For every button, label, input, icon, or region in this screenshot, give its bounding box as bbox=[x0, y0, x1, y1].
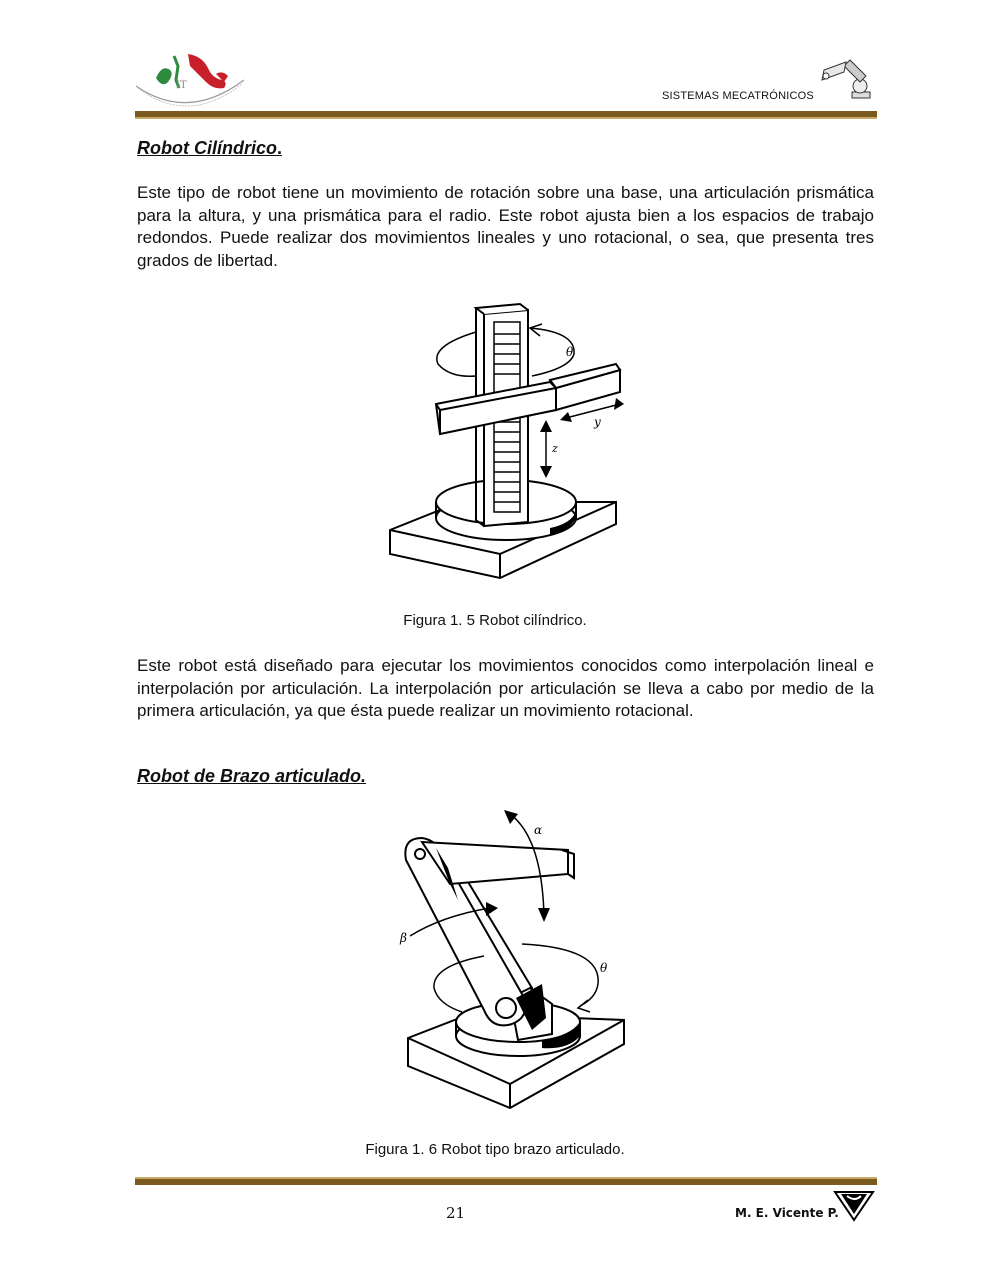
svg-text:IT: IT bbox=[176, 80, 187, 91]
z-label: z bbox=[552, 442, 558, 455]
figure-caption-1-5: Figura 1. 5 Robot cilíndrico. bbox=[403, 612, 587, 629]
page-number: 21 bbox=[446, 1204, 466, 1222]
section-title-cylindrical: Robot Cilíndrico. bbox=[137, 138, 282, 158]
figure-cylindrical-robot bbox=[380, 292, 640, 604]
author-name: M. E. Vicente P. bbox=[735, 1206, 839, 1220]
footer-divider bbox=[135, 1177, 877, 1185]
y-label: y bbox=[594, 415, 601, 429]
paragraph-cylindrical: Este tipo de robot tiene un movimiento de rotación sobre una base, una articulación prismática para la altura, y una prismática para el radio. Este robot ajusta bien a los espacios de trabajo redondos. Puede realizar dos movimientos lineales y uno rotacional, o sea, que presenta tres grados de libertad. bbox=[137, 183, 874, 270]
beta-label: β bbox=[400, 931, 407, 945]
theta-label-2: θ bbox=[600, 961, 608, 975]
header-divider bbox=[135, 111, 877, 119]
header-title: SISTEMAS MECATRÓNICOS bbox=[662, 90, 814, 102]
figure-articulated-robot bbox=[392, 808, 636, 1126]
alpha-label: α bbox=[534, 823, 543, 837]
author-logo-icon bbox=[833, 1188, 875, 1222]
figure-caption-1-6: Figura 1. 6 Robot tipo brazo articulado. bbox=[365, 1141, 625, 1158]
header-logo bbox=[128, 44, 250, 116]
section-title-articulated: Robot de Brazo articulado. bbox=[137, 766, 367, 786]
theta-label: θ bbox=[566, 345, 574, 359]
robot-arm-icon bbox=[814, 52, 878, 106]
paragraph-interpolation: Este robot está diseñado para ejecutar los movimientos conocidos como interpolación lineal e interpolación por articulación. La interpolación por articulación se lleva a cabo por medio de la primera articulación, ya que ésta puede realizar un movimiento rotacional. bbox=[137, 656, 874, 720]
